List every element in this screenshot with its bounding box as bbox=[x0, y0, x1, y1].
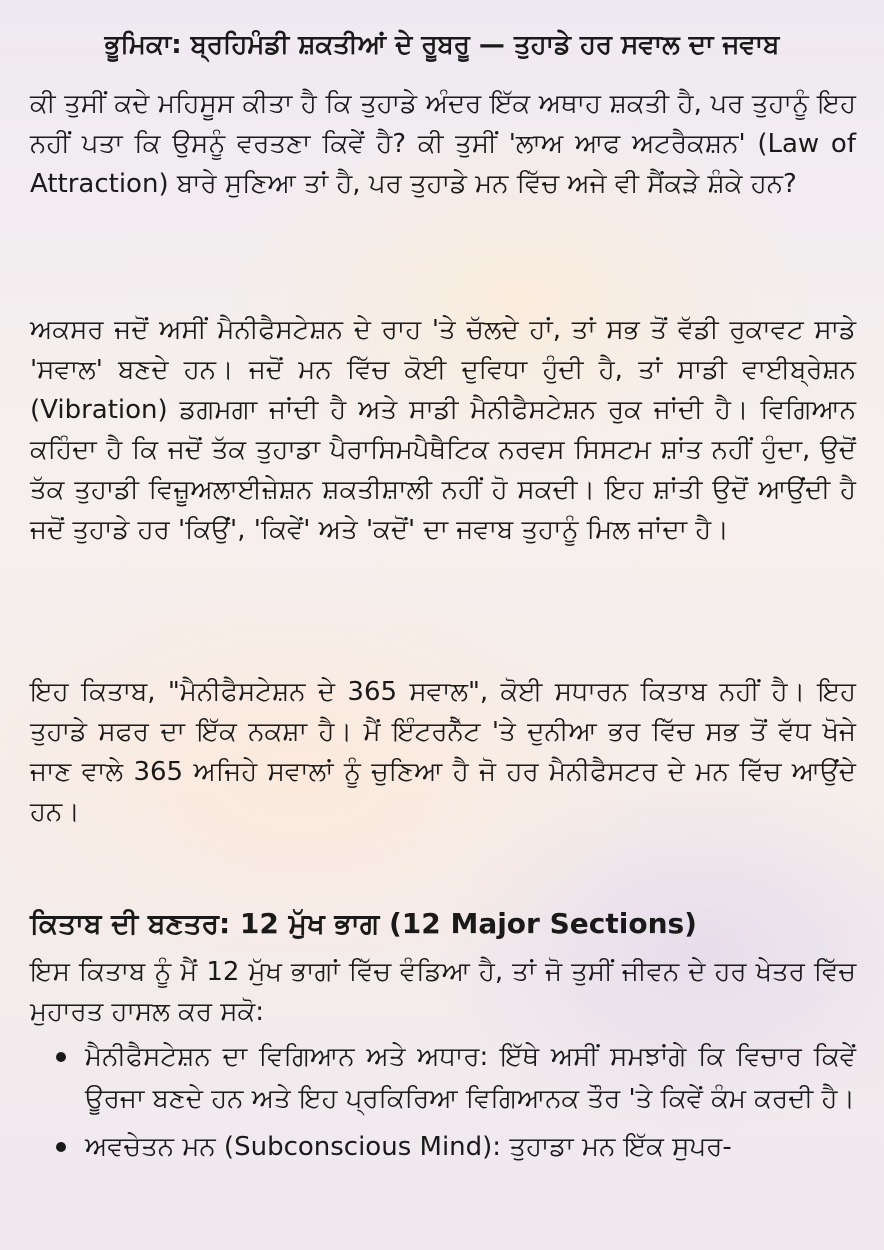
bullet-icon bbox=[56, 1142, 66, 1152]
list-item-text: ਮੈਨੀਫੈਸਟੇਸ਼ਨ ਦਾ ਵਿਗਿਆਨ ਅਤੇ ਅਧਾਰ: ਇੱਥੇ ਅਸੀਂ ਸਮਝਾਂਗੇ ਕਿ ਵਿਚਾਰ ਕਿਵੇਂ ਊਰਜਾ ਬਣਦੇ ਹਨ ਅਤੇ ਇਹ ਪ੍ਰਕਿਰਿਆ ਵਿਗਿਆਨਕ ਤੌਰ 'ਤੇ ਕਿਵੇਂ ਕੰਮ ਕਰਦੀ ਹੈ। bbox=[85, 1042, 856, 1114]
paragraph-questions: ਅਕਸਰ ਜਦੋਂ ਅਸੀਂ ਮੈਨੀਫੈਸਟੇਸ਼ਨ ਦੇ ਰਾਹ 'ਤੇ ਚੱਲਦੇ ਹਾਂ, ਤਾਂ ਸਭ ਤੋਂ ਵੱਡੀ ਰੁਕਾਵਟ ਸਾਡੇ 'ਸਵਾਲ' ਬਣਦੇ ਹਨ। ਜਦੋਂ ਮਨ ਵਿੱਚ ਕੋਈ ਦੁਵਿਧਾ ਹੁੰਦੀ ਹੈ, ਤਾਂ ਸਾਡੀ ਵਾਈਬ੍ਰੇਸ਼ਨ (Vibration) ਡਗਮਗਾ ਜਾਂਦੀ ਹੈ ਅਤੇ ਸਾਡੀ ਮੈਨੀਫੈਸਟੇਸ਼ਨ ਰੁਕ ਜਾਂਦੀ ਹੈ। ਵਿਗਿਆਨ ਕਹਿੰਦਾ ਹੈ ਕਿ ਜਦੋਂ ਤੱਕ ਤੁਹਾਡਾ ਪੈਰਾਸਿਮਪੈਥੈਟਿਕ ਨਰਵਸ ਸਿਸਟਮ ਸ਼ਾਂਤ ਨਹੀਂ ਹੁੰਦਾ, ਉਦੋਂ ਤੱਕ ਤੁਹਾਡੀ ਵਿਜ਼ੂਅਲਾਈਜ਼ੇਸ਼ਨ ਸ਼ਕਤੀਸ਼ਾਲੀ ਨਹੀਂ ਹੋ ਸਕਦੀ। ਇਹ ਸ਼ਾਂਤੀ ਉਦੋਂ ਆਉਂਦੀ ਹੈ ਜਦੋਂ ਤੁਹਾਡੇ ਹਰ 'ਕਿਉਂ', 'ਕਿਵੇਂ' ਅਤੇ 'ਕਦੋਂ' ਦਾ ਜਵਾਬ ਤੁਹਾਨੂੰ ਮਿਲ ਜਾਂਦਾ ਹੈ। bbox=[30, 315, 856, 545]
paragraph-intro: ਕੀ ਤੁਸੀਂ ਕਦੇ ਮਹਿਸੂਸ ਕੀਤਾ ਹੈ ਕਿ ਤੁਹਾਡੇ ਅੰਦਰ ਇੱਕ ਅਥਾਹ ਸ਼ਕਤੀ ਹੈ, ਪਰ ਤੁਹਾਨੂੰ ਇਹ ਨਹੀਂ ਪਤਾ ਕਿ ਉਸਨੂੰ ਵਰਤਣਾ ਕਿਵੇਂ ਹੈ? ਕੀ ਤੁਸੀਂ 'ਲਾਅ ਆਫ ਅਟਰੈਕਸ਼ਨ' (Law of Attraction) ਬਾਰੇ ਸੁਣਿਆ ਤਾਂ ਹੈ, ਪਰ ਤੁਹਾਡੇ ਮਨ ਵਿੱਚ ਅਜੇ ਵੀ ਸੈਂਕੜੇ ਸ਼ੰਕੇ ਹਨ? bbox=[30, 89, 856, 199]
paragraph-book: ਇਹ ਕਿਤਾਬ, "ਮੈਨੀਫੈਸਟੇਸ਼ਨ ਦੇ 365 ਸਵਾਲ", ਕੋਈ ਸਧਾਰਨ ਕਿਤਾਬ ਨਹੀਂ ਹੈ। ਇਹ ਤੁਹਾਡੇ ਸਫਰ ਦਾ ਇੱਕ ਨਕਸ਼ਾ ਹੈ। ਮੈਂ ਇੰਟਰਨੈੱਟ 'ਤੇ ਦੁਨੀਆ ਭਰ ਵਿੱਚ ਸਭ ਤੋਂ ਵੱਧ ਖੋਜੇ ਜਾਣ ਵਾਲੇ 365 ਅਜਿਹੇ ਸਵਾਲਾਂ ਨੂੰ ਚੁਣਿਆ ਹੈ ਜੋ ਹਰ ਮੈਨੀਫੈਸਟਰ ਦੇ ਮਨ ਵਿੱਚ ਆਉਂਦੇ ਹਨ। bbox=[30, 677, 856, 827]
list-item bbox=[30, 1126, 856, 1168]
bullet-icon bbox=[56, 1052, 66, 1062]
page-title: ਭੂਮਿਕਾ: ਬ੍ਰਹਿਮੰਡੀ ਸ਼ਕਤੀਆਂ ਦੇ ਰੂਬਰੂ — ਤੁਹਾਡੇ ਹਰ ਸਵਾਲ ਦਾ ਜਵਾਬ bbox=[104, 30, 780, 60]
section-heading: ਕਿਤਾਬ ਦੀ ਬਣਤਰ: 12 ਮੁੱਖ ਭਾਗ (12 Major Sections) bbox=[30, 907, 697, 940]
list-item-text: ਅਵਚੇਤਨ ਮਨ (Subconscious Mind): ਤੁਹਾਡਾ ਮਨ ਇੱਕ ਸੁਪਰ- bbox=[85, 1132, 732, 1162]
section-intro: ਇਸ ਕਿਤਾਬ ਨੂੰ ਮੈਂ 12 ਮੁੱਖ ਭਾਗਾਂ ਵਿੱਚ ਵੰਡਿਆ ਹੈ, ਤਾਂ ਜੋ ਤੁਸੀਂ ਜੀਵਨ ਦੇ ਹਰ ਖੇਤਰ ਵਿੱਚ ਮੁਹਾਰਤ ਹਾਸਲ ਕਰ ਸਕੋ: bbox=[30, 957, 856, 1027]
list-item bbox=[30, 1036, 856, 1120]
section-bullet-list bbox=[30, 1036, 856, 1174]
